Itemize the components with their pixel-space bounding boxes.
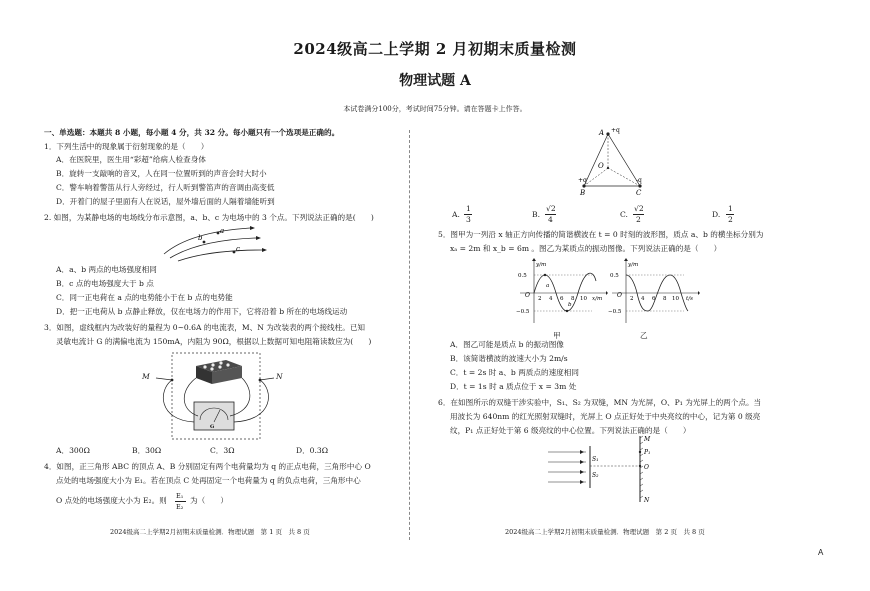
- q3-option-d: D．0.3Ω: [296, 446, 329, 455]
- corner-mark: A: [818, 548, 824, 557]
- column-divider: [409, 130, 410, 540]
- vib-tick-4: 4: [641, 296, 645, 302]
- q5-option-b: B．该简谐横波的波速大小为 2m/s: [450, 354, 568, 363]
- vib-tick-2: 2: [630, 296, 634, 302]
- svg-text:G: G: [210, 424, 215, 430]
- wave-y-pos: 0.5: [518, 273, 527, 279]
- q2-label-a: a: [220, 227, 225, 235]
- q3-option-c: C．3Ω: [210, 446, 235, 455]
- q1-option-c: C．警车响着警笛从行人旁经过，行人听到警笛声的音调由高变低: [56, 183, 275, 192]
- tri-charge-b: +q: [578, 177, 587, 184]
- wave-xlabel: x/m: [592, 296, 603, 302]
- q4-stem-line2: 点处的电场强度大小为 E₁。若在顶点 C 处再固定一个电荷量为 q 的负点电荷，三角形中心: [56, 476, 361, 485]
- q6-stem-line3: 纹，P₁ 点正好处于第 6 级亮纹的中心位置。下列说法正确的是（ ）: [450, 426, 691, 435]
- vib-origin: O: [617, 292, 622, 299]
- screen-label-n: N: [644, 497, 650, 504]
- q2-option-a: A．a、b 两点的电场强度相同: [56, 265, 157, 274]
- q3-ammeter-figure: [150, 350, 280, 442]
- wave-origin: O: [525, 292, 530, 299]
- wave-point-a: a: [546, 283, 550, 289]
- section-heading: 一、单选题：本题共 8 小题，每小题 4 分，共 32 分。每小题只有一个选项是正确的。: [44, 128, 340, 137]
- q4-option-c-label: C.: [620, 210, 628, 219]
- screen-label-p1: P₁: [644, 449, 651, 456]
- q2-option-d: D．把一正电荷从 b 点静止释放，仅在电场力的作用下，它将沿着 b 所在的电场线运动: [56, 307, 348, 316]
- q5-stem-line1: 5．图甲为一列沿 x 轴正方向传播的简谐横波在 t = 0 时刻的波形图，质点 a、b 的横坐标分别为: [438, 230, 764, 239]
- q1-option-d: D．开着门的屋子里面有人在说话，屋外墙后面的人隔着墙能听到: [56, 197, 275, 206]
- q3-terminal-n: N: [276, 372, 283, 381]
- q5-vibration-graph: [608, 257, 700, 329]
- q4-option-d-num: 1: [728, 204, 733, 213]
- q4-triangle-figure: [578, 126, 662, 198]
- slit-label-s1: S₁: [592, 456, 599, 463]
- q4-option-b-label: B.: [532, 210, 540, 219]
- q6-stem-line2: 用波长为 640nm 的红光照射双缝时，光屏上 O 点正好处于中央亮纹的中心，记为第 0 级亮: [450, 412, 761, 421]
- tri-charge-a: +q: [611, 127, 620, 134]
- q3-option-a: A．300Ω: [56, 446, 90, 455]
- screen-label-m: M: [644, 436, 651, 443]
- q2-field-line-figure: [160, 224, 270, 262]
- vib-y-pos: 0.5: [610, 273, 619, 279]
- right-page-footer: 2024级高二上学期2月初期末质量检测．物理试题 第 2 页 共 8 页: [505, 528, 705, 536]
- wave-y-neg: −0.5: [516, 309, 530, 315]
- wave-tick-8: 8: [571, 296, 575, 302]
- tri-label-o: O: [598, 162, 604, 170]
- wave-point-b: b: [568, 302, 572, 308]
- left-page-footer: 2024级高二上学期2月初期末质量检测．物理试题 第 1 页 共 8 页: [110, 528, 310, 536]
- q3-stem-line1: 3．如图，虚线框内为改装好的量程为 0~0.6A 的电流表，M、N 为改装表的两个接线柱。已知: [44, 323, 366, 332]
- slit-label-s2: S₂: [592, 472, 599, 479]
- q5-option-d: D．t = 1s 时 a 质点位于 x = 3m 处: [450, 382, 577, 391]
- q6-double-slit-figure: [540, 432, 670, 506]
- q1-stem: 1．下列生活中的现象属于衍射现象的是（ ）: [44, 142, 209, 151]
- tri-label-c: C: [636, 189, 642, 197]
- wave-tick-6: 6: [560, 296, 564, 302]
- q5-caption-yi: 乙: [640, 331, 648, 340]
- q4-option-c-num: √2: [634, 204, 644, 213]
- q2-label-b: b: [198, 234, 203, 242]
- vib-tick-8: 8: [663, 296, 667, 302]
- wave-tick-10: 10: [580, 296, 587, 302]
- q4-option-c-den: 2: [636, 215, 641, 224]
- wave-tick-4: 4: [549, 296, 553, 302]
- q5-option-c: C．t = 2s 时 a、b 两质点的速度相同: [450, 368, 579, 377]
- vib-tick-10: 10: [672, 296, 679, 302]
- exam-title: 2024级高二上学期 2 月初期末质量检测: [293, 40, 577, 58]
- q4-option-a-label: A.: [452, 210, 460, 219]
- q5-caption-jia: 甲: [553, 331, 561, 340]
- q2-option-b: B．c 点的电场强度大于 b 点: [56, 279, 154, 288]
- q5-wave-graph: [516, 257, 608, 329]
- q5-option-a: A．图乙可能是质点 b 的振动图像: [450, 340, 564, 349]
- wave-ylabel: y/m: [536, 262, 547, 268]
- vib-tick-6: 6: [652, 296, 656, 302]
- exam-note: 本试卷满分100分，考试时间75分钟。请在答题卡上作答。: [343, 105, 527, 113]
- q3-stem-line2: 灵敏电流计 G 的满偏电流为 150mA，内阻为 90Ω，根据以上数据可知电阻箱读数应为( ): [56, 337, 372, 346]
- q4-option-b-num: √2: [546, 204, 556, 213]
- q4-option-a-num: 1: [466, 204, 471, 213]
- vib-xlabel: t/s: [686, 296, 693, 302]
- q4-option-a-den: 3: [466, 215, 471, 224]
- q6-stem-line1: 6．在如图所示的双缝干涉实验中，S₁、S₂ 为双缝，MN 为光屏，O、P₁ 为光屏上的两个点。当: [438, 398, 762, 407]
- q2-option-c: C．同一正电荷在 a 点的电势能小于在 b 点的电势能: [56, 293, 233, 302]
- q4-option-d-label: D.: [712, 210, 721, 219]
- exam-subject: 物理试题 A: [399, 73, 471, 89]
- q4-fraction-denominator: E₂: [176, 503, 184, 511]
- q4-option-b-den: 4: [548, 215, 553, 224]
- q4-stem-line3: O 点处的电场强度大小为 E₂。则: [56, 496, 167, 505]
- q4-stem-line1: 4．如图，正三角形 ABC 的顶点 A、B 分别固定有两个电荷量均为 q 的正点电荷，三角形中心 O: [44, 462, 371, 471]
- tri-label-b: B: [580, 189, 586, 197]
- screen-label-o: O: [644, 464, 649, 471]
- q1-option-a: A．在医院里，医生用“彩超”给病人检查身体: [56, 155, 206, 164]
- tri-charge-c: -q: [636, 177, 642, 184]
- q3-terminal-m: M: [142, 372, 150, 381]
- tri-label-a: A: [599, 129, 605, 137]
- vib-ylabel: y/m: [628, 262, 639, 268]
- q4-option-d-den: 2: [728, 215, 733, 224]
- wave-tick-2: 2: [538, 296, 542, 302]
- q4-stem-line3-end: 为（ ）: [190, 496, 228, 505]
- q4-fraction-numerator: E₁: [176, 492, 184, 500]
- vib-y-neg: −0.5: [608, 309, 622, 315]
- q1-option-b: B．旋转一支敲响的音叉，人在同一位置听到的声音会时大时小: [56, 169, 267, 178]
- q2-label-c: c: [236, 245, 240, 253]
- q3-option-b: B．30Ω: [132, 446, 162, 455]
- q2-stem: 2. 如图，为某静电场的电场线分布示意图，a、b、c 为电场中的 3 个点。下列说法正确的是( ): [44, 213, 374, 222]
- q5-stem-line2: xₐ = 2m 和 x_b = 6m 。图乙为某质点的振动图像。下列说法正确的是（ ）: [450, 244, 722, 253]
